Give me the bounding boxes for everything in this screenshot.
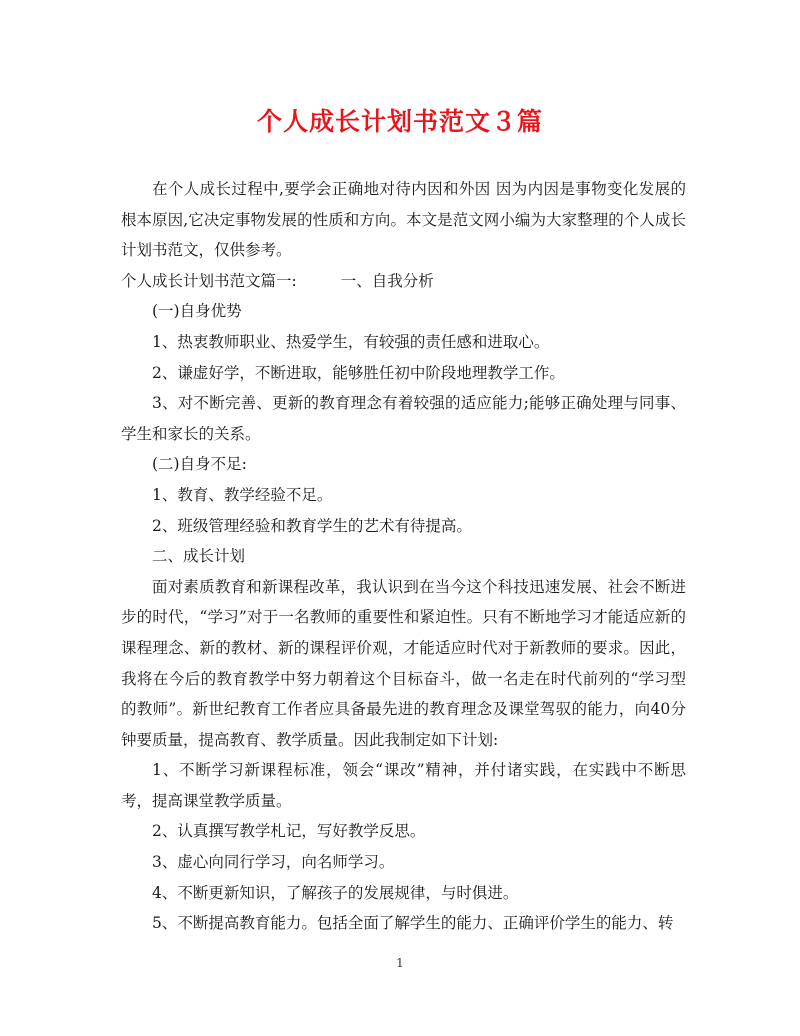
plan-heading: 二、成长计划	[152, 547, 246, 566]
section-one-heading: 一、自我分析	[340, 271, 434, 290]
section-one-title	[121, 266, 686, 297]
plan-item-4: 4、不断更新知识，了解孩子的发展规律，与时俱进。	[152, 883, 519, 902]
strengths-heading: (一)自身优势	[152, 302, 242, 321]
document-title: 个人成长计划书范文３篇	[256, 107, 543, 136]
strength-item-2: 2、谦虚好学，不断进取，能够胜任初中阶段地理教学工作。	[152, 363, 565, 382]
weakness-item-2: 2、班级管理经验和教育学生的艺术有待提高。	[152, 516, 472, 535]
plan-item-5: 5、不断提高教育能力。包括全面了解学生的能力、正确评价学生的能力、转	[152, 914, 674, 933]
weakness-heading: (二)自身不足:	[152, 455, 247, 474]
section-one-label: 个人成长计划书范文篇一:	[121, 271, 297, 290]
intro-paragraph: 在个人成长过程中,要学会正确地对待内因和外因 因为内因是事物变化发展的根本原因,它决定事物发展的性质和方向。本文是范文网小编为大家整理的个人成长计划书范文，仅供参考。	[121, 180, 686, 260]
strength-item-3: 3、对不断完善、更新的教育理念有着较强的适应能力;能够正确处理与同事、学生和家长的关系。	[121, 394, 686, 443]
weakness-item-1: 1、教育、教学经验不足。	[152, 485, 333, 504]
page-number: 1	[396, 956, 404, 970]
document-body	[121, 174, 686, 939]
plan-item-1: 1、不断学习新课程标准，领会“课改”精神，并付诸实践，在实践中不断思考，提高课堂教学质量。	[121, 761, 686, 810]
plan-paragraph: 面对素质教育和新课程改革，我认识到在当今这个科技迅速发展、社会不断进步的时代，“学习”对于一名教师的重要性和紧迫性。只有不断地学习才能适应新的课程理念、新的教材、新的课程评价观，才能适应时代对于新教师的要求。因此，我将在今后的教育教学中努力朝着这个目标奋斗，做一名走在时代前列的“学习型的教师”。新世纪教育工作者应具备最先进的教育理念及课堂驾驭的能力，向40分钟要质量，提高教育、教学质量。因此我制定如下计划:	[121, 577, 686, 749]
strength-item-1: 1、热衷教师职业、热爱学生，有较强的责任感和进取心。	[152, 332, 550, 351]
plan-item-2: 2、认真撰写教学札记，写好教学反思。	[152, 822, 426, 841]
plan-item-3: 3、虚心向同行学习，向名师学习。	[152, 853, 395, 872]
